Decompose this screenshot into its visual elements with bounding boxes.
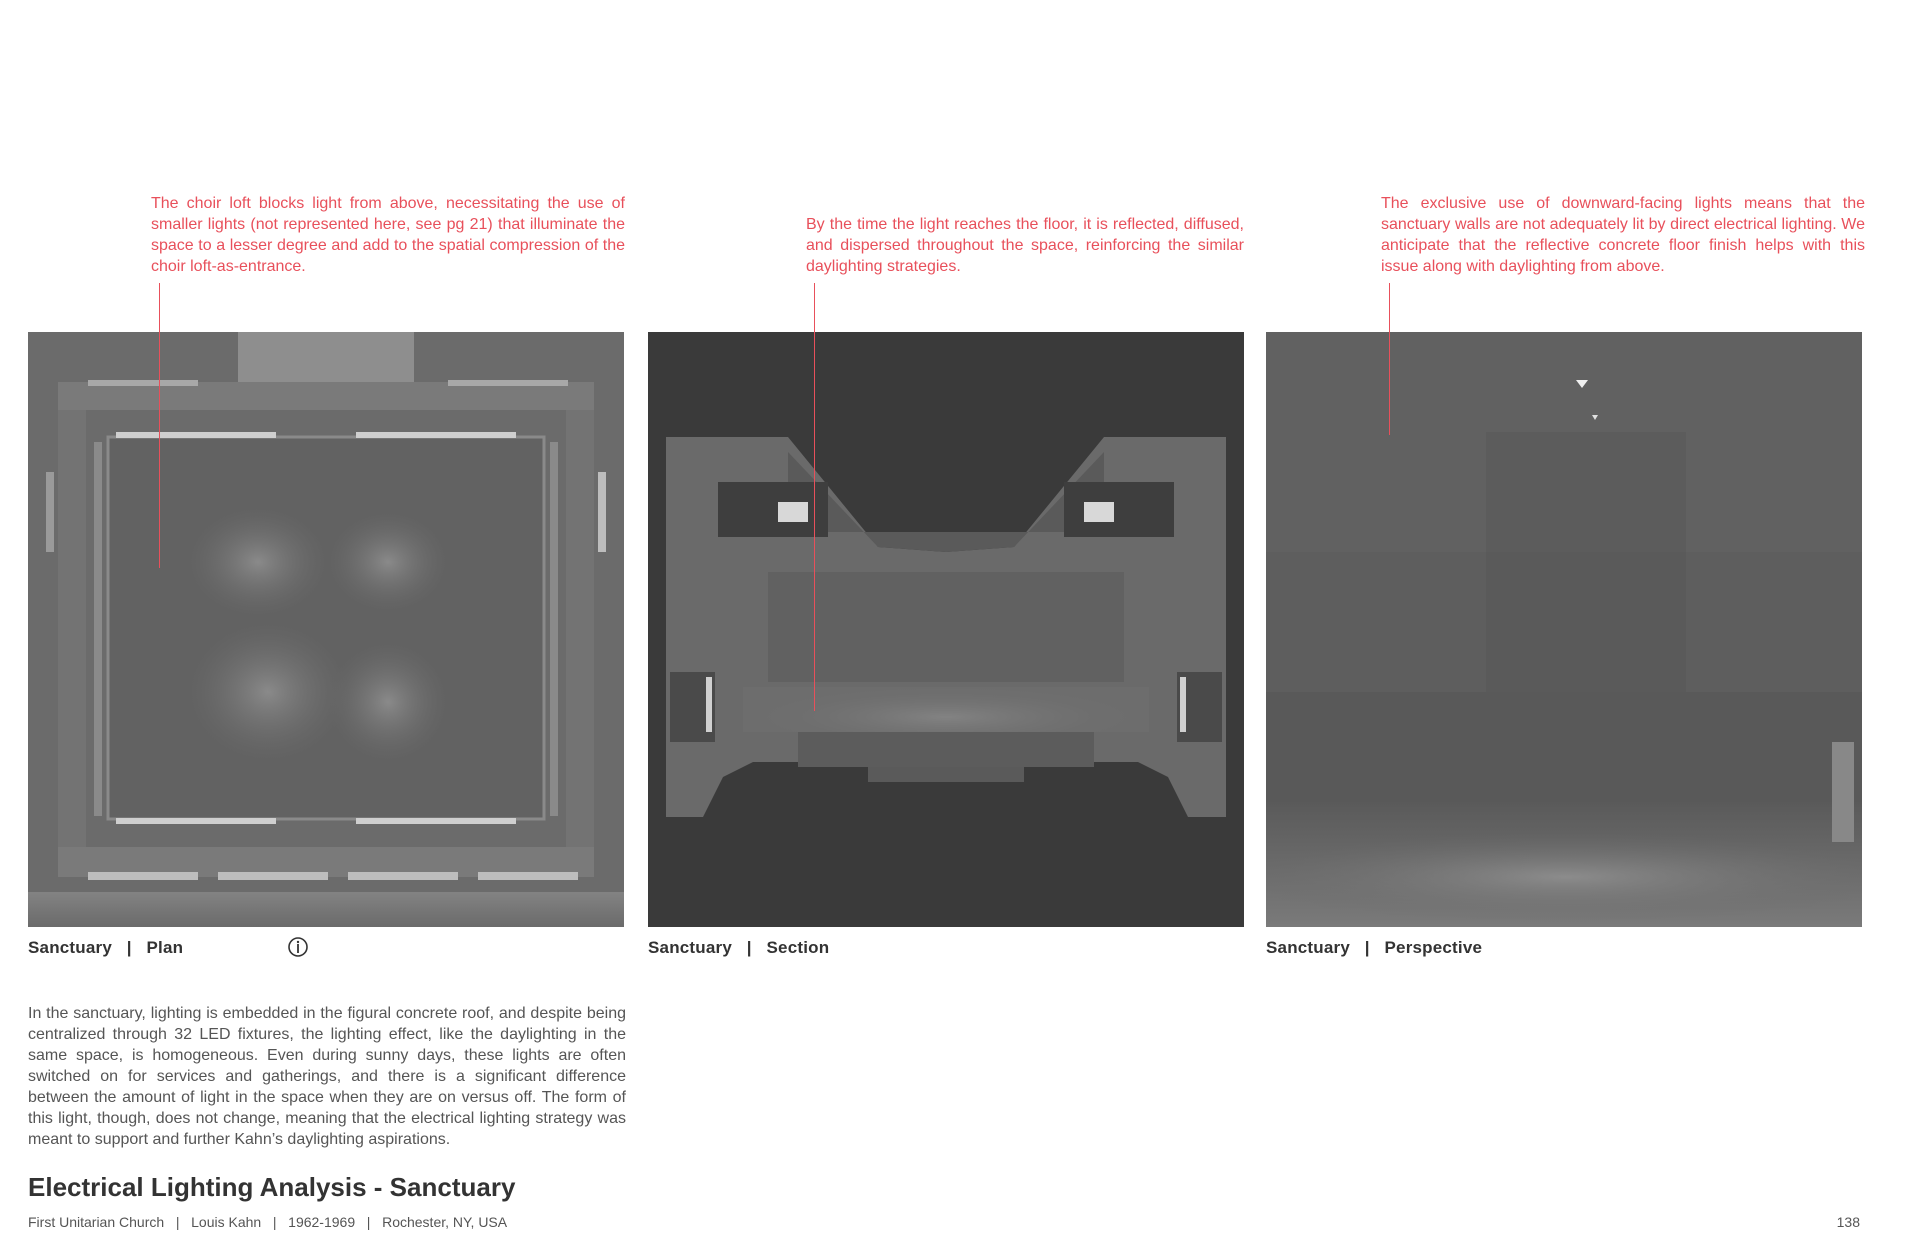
description-paragraph: In the sanctuary, lighting is embedded in the figural concrete roof, and despite being centralized through 32 LED fixtures, the lighting effect, like the daylighting in the same space, is homogeneous. Even during sunny days, these lights are often switched on for services and gatherings, and there is a significant difference between the amount of light in the space when they are on versus off. The form of this light, though, does not change, meaning that the electrical lighting strategy was meant to support and further Kahn’s daylighting aspirations. (28, 1005, 626, 1148)
annotation-section: By the time the light reaches the floor, it is reflected, diffused, and dispersed throughout the space, reinforcing the similar daylighting strategies. (806, 216, 1244, 275)
leader-line-plan (159, 283, 160, 568)
page-title: Electrical Lighting Analysis - Sanctuary (28, 1172, 516, 1202)
north-arrow-icon (288, 937, 308, 957)
plan-render (28, 332, 624, 927)
annotation-perspective: The exclusive use of downward-facing lights means that the sanctuary walls are not adequately lit by direct electrical lighting. We anticipate that the reflective concrete floor finish helps with this issue along with daylighting from above. (1381, 195, 1865, 275)
page-number: 138 (1836, 1214, 1860, 1230)
leader-line-perspective (1389, 283, 1390, 435)
section-render (648, 332, 1244, 927)
caption-perspective: Sanctuary | Perspective (1266, 938, 1483, 957)
project-metadata: First Unitarian Church | Louis Kahn | 1962-1969 | Rochester, NY, USA (28, 1214, 508, 1230)
perspective-render (1266, 332, 1862, 927)
annotation-plan: The choir loft blocks light from above, necessitating the use of smaller lights (not represented here, see pg 21) that illuminate the space to a lesser degree and add to the spatial compression of the choir loft-as-entrance. (151, 195, 625, 275)
caption-plan: Sanctuary | Plan (28, 938, 184, 957)
leader-line-section (814, 283, 815, 711)
caption-section: Sanctuary | Section (648, 938, 830, 957)
